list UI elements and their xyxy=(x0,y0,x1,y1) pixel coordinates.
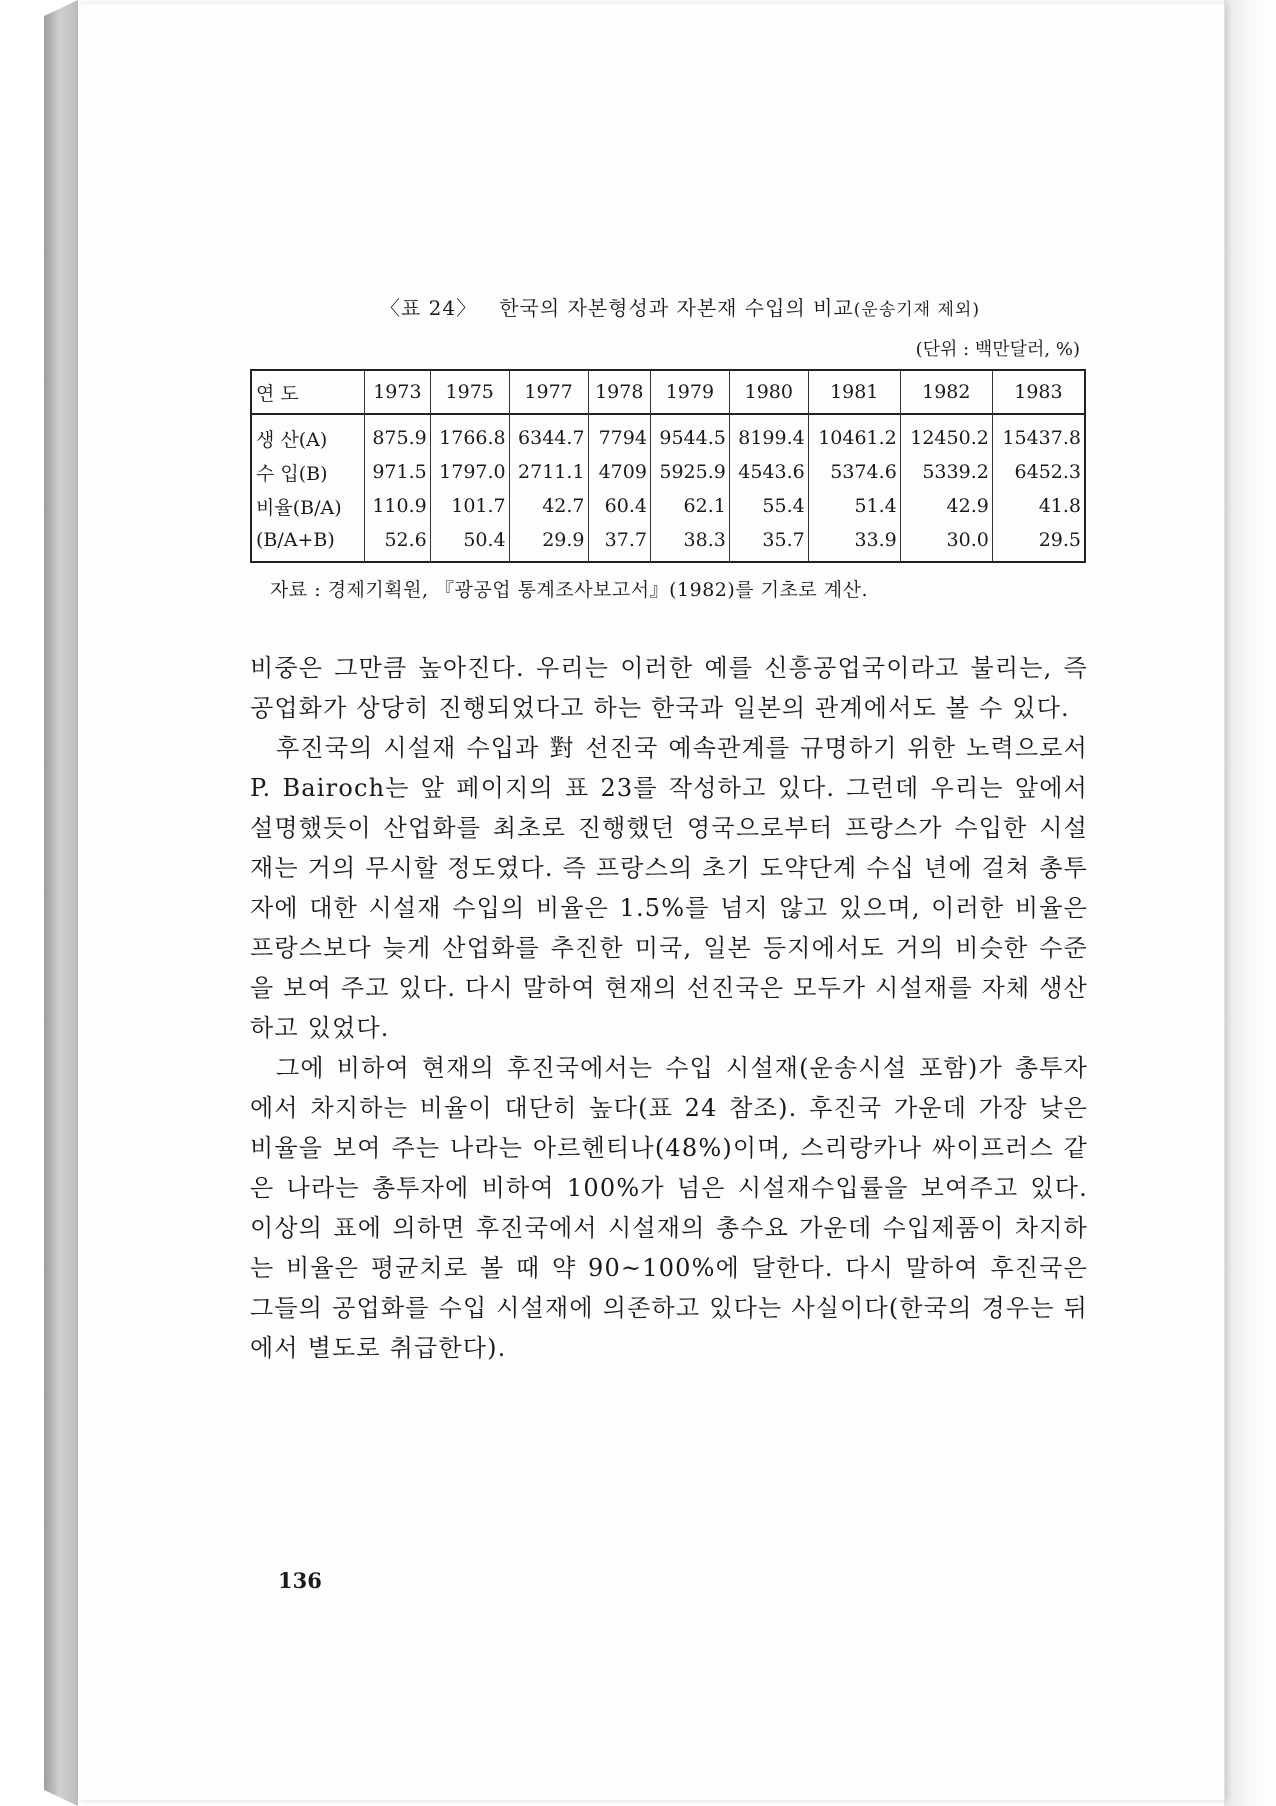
table-cell: 60.4 xyxy=(588,489,650,523)
paragraph: 그에 비하여 현재의 후진국에서는 수입 시설재(운송시설 포함)가 총투자에서 차지하는 비율이 대단히 높다(표 24 참조). 후진국 가운데 가장 낮은 비율을 보여 주는 나라는 아르헨티나(48%)이며, 스리랑카나 싸이프러스 같은 나라는 총투자에 비하여 100%가 넘은 시설재수입률을 보여주고 있다. 이상의 표에 의하면 후진국에서 시설재의 총수요 가운데 수입제품이 차지하는 비율은 평균치로 볼 때 약 90~100%에 달한다. 다시 말하여 후진국은 그들의 공업화를 수입 시설재에 의존하고 있다는 사실이다(한국의 경우는 뒤에서 별도로 취급한다). xyxy=(250,1054,1088,1362)
table-cell: 15437.8 xyxy=(992,414,1085,455)
table-cell: 5374.6 xyxy=(808,455,900,489)
row-label: 비율(B/A) xyxy=(251,489,365,523)
row-label: (B/A+B) xyxy=(251,523,365,562)
table-caption-label: 〈표 24〉 xyxy=(380,296,478,320)
row-label: 생 산(A) xyxy=(251,414,365,455)
table-cell: 1766.8 xyxy=(430,414,509,455)
table-cell: 2711.1 xyxy=(509,455,588,489)
table-cell: 62.1 xyxy=(650,489,729,523)
table-cell: 110.9 xyxy=(365,489,431,523)
header-cell: 1982 xyxy=(900,370,992,414)
table-cell: 35.7 xyxy=(729,523,808,562)
table-cell: 12450.2 xyxy=(900,414,992,455)
header-cell: 1978 xyxy=(588,370,650,414)
table-cell: 4543.6 xyxy=(729,455,808,489)
spine-top-edge xyxy=(44,0,78,16)
table-cell: 875.9 xyxy=(365,414,431,455)
table-row xyxy=(251,455,1085,489)
page-number: 136 xyxy=(278,1568,322,1593)
paragraph: 비중은 그만큼 높아진다. 우리는 이러한 예를 신흥공업국이라고 불리는, 즉 공업화가 상당히 진행되었다고 하는 한국과 일본의 관계에서도 볼 수 있다. xyxy=(250,654,1088,722)
table-unit: (단위 : 백만달러, %) xyxy=(915,339,1080,360)
table-cell: 1797.0 xyxy=(430,455,509,489)
table-row xyxy=(251,523,1085,562)
table-cell: 30.0 xyxy=(900,523,992,562)
table-cell: 7794 xyxy=(588,414,650,455)
table-cell: 38.3 xyxy=(650,523,729,562)
table-cell: 33.9 xyxy=(808,523,900,562)
paragraph: 후진국의 시설재 수입과 對 선진국 예속관계를 규명하기 위한 노력으로서 P. Bairoch는 앞 페이지의 표 23를 작성하고 있다. 그런데 우리는 앞에서 설명했듯이 산업화를 최초로 진행했던 영국으로부터 프랑스가 수입한 시설재는 거의 무시할 정도였다. 즉 프랑스의 초기 도약단계 수십 년에 걸쳐 총투자에 대한 시설재 수입의 비율은 1.5%를 넘지 않고 있으며, 이러한 비율은 프랑스보다 늦게 산업화를 추진한 미국, 일본 등지에서도 거의 비슷한 수준을 보여 주고 있다. 다시 말하여 현재의 선진국은 모두가 시설재를 자체 생산하고 있었다. xyxy=(250,734,1088,1042)
header-cell: 연 도 xyxy=(251,370,365,414)
header-cell: 1981 xyxy=(808,370,900,414)
header-cell: 1975 xyxy=(430,370,509,414)
header-cell: 1977 xyxy=(509,370,588,414)
data-table xyxy=(250,369,1086,563)
table-cell: 9544.5 xyxy=(650,414,729,455)
table-row xyxy=(251,414,1085,455)
page-edge-shadow xyxy=(1224,0,1276,1806)
page-content xyxy=(250,292,1090,1368)
table-cell: 51.4 xyxy=(808,489,900,523)
table-cell: 5339.2 xyxy=(900,455,992,489)
table-cell: 42.9 xyxy=(900,489,992,523)
table-cell: 42.7 xyxy=(509,489,588,523)
book-spine xyxy=(44,0,78,1806)
table-header-row xyxy=(251,370,1085,414)
table-cell: 5925.9 xyxy=(650,455,729,489)
table-cell: 10461.2 xyxy=(808,414,900,455)
header-cell: 1973 xyxy=(365,370,431,414)
table-caption-title: 한국의 자본형성과 자본재 수입의 비교 xyxy=(499,296,854,320)
table-cell: 29.9 xyxy=(509,523,588,562)
table-cell: 971.5 xyxy=(365,455,431,489)
row-label: 수 입(B) xyxy=(251,455,365,489)
header-cell: 1983 xyxy=(992,370,1085,414)
table-row xyxy=(251,489,1085,523)
table-source: 자료 : 경제기획원, 『광공업 통계조사보고서』(1982)를 기초로 계산. xyxy=(270,579,869,601)
table-caption-note: (운송기재 제외) xyxy=(853,300,980,320)
table-cell: 29.5 xyxy=(992,523,1085,562)
table-cell: 8199.4 xyxy=(729,414,808,455)
table-cell: 41.8 xyxy=(992,489,1085,523)
body-text xyxy=(250,648,1088,1368)
header-cell: 1979 xyxy=(650,370,729,414)
table-cell: 101.7 xyxy=(430,489,509,523)
table-cell: 50.4 xyxy=(430,523,509,562)
table-cell: 37.7 xyxy=(588,523,650,562)
table-cell: 4709 xyxy=(588,455,650,489)
table-caption xyxy=(270,292,1090,321)
header-cell: 1980 xyxy=(729,370,808,414)
table-cell: 52.6 xyxy=(365,523,431,562)
table-cell: 55.4 xyxy=(729,489,808,523)
spine-bottom-edge xyxy=(44,1790,78,1806)
table-cell: 6344.7 xyxy=(509,414,588,455)
table-cell: 6452.3 xyxy=(992,455,1085,489)
